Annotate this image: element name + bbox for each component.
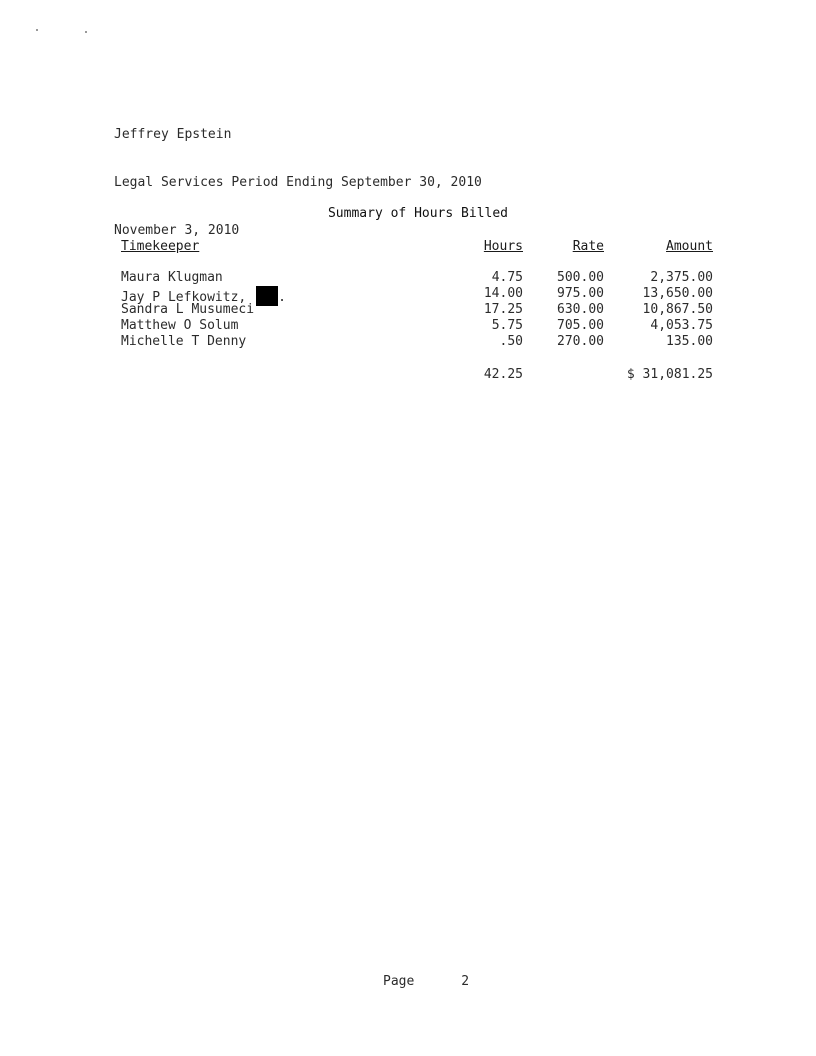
column-header-amount: Amount (666, 239, 713, 254)
page-number: 2 (461, 974, 470, 989)
row-name-suffix: . (278, 290, 286, 305)
row-amount: 135.00 (666, 334, 713, 349)
page-footer (383, 974, 469, 989)
billing-period: Legal Services Period Ending September 30, 2010 (114, 175, 482, 190)
column-header-hours: Hours (483, 239, 523, 254)
row-amount: 2,375.00 (650, 270, 713, 285)
row-rate: 705.00 (557, 318, 604, 333)
redaction-block (256, 286, 278, 306)
client-name: Jeffrey Epstein (114, 127, 232, 142)
row-name: Jay P Lefkowitz, (121, 290, 247, 305)
column-header-timekeeper: Timekeeper (121, 239, 200, 254)
row-amount: 13,650.00 (642, 286, 713, 301)
total-amount: $ 31,081.25 (626, 367, 713, 382)
row-name: Matthew O Solum (121, 318, 239, 333)
scan-speck (85, 31, 87, 33)
page-label: Page (383, 974, 415, 989)
row-name: Sandra L Musumeci (121, 302, 255, 317)
row-rate: 270.00 (557, 334, 604, 349)
row-hours: 5.75 (491, 318, 523, 333)
row-rate: 630.00 (557, 302, 604, 317)
column-header-rate: Rate (572, 239, 604, 254)
document-header (114, 95, 482, 255)
row-name: Maura Klugman (121, 270, 223, 285)
summary-title: Summary of Hours Billed (327, 206, 508, 221)
total-hours: 42.25 (483, 367, 523, 382)
row-amount: 4,053.75 (650, 318, 713, 333)
row-name: Michelle T Denny (121, 334, 247, 349)
row-rate: 500.00 (557, 270, 604, 285)
row-hours: 14.00 (483, 286, 523, 301)
row-hours: 17.25 (483, 302, 523, 317)
row-hours: 4.75 (491, 270, 523, 285)
invoice-date: November 3, 2010 (114, 223, 240, 238)
scan-speck (36, 29, 38, 31)
row-amount: 10,867.50 (642, 302, 713, 317)
row-hours: .50 (499, 334, 523, 349)
row-rate: 975.00 (557, 286, 604, 301)
